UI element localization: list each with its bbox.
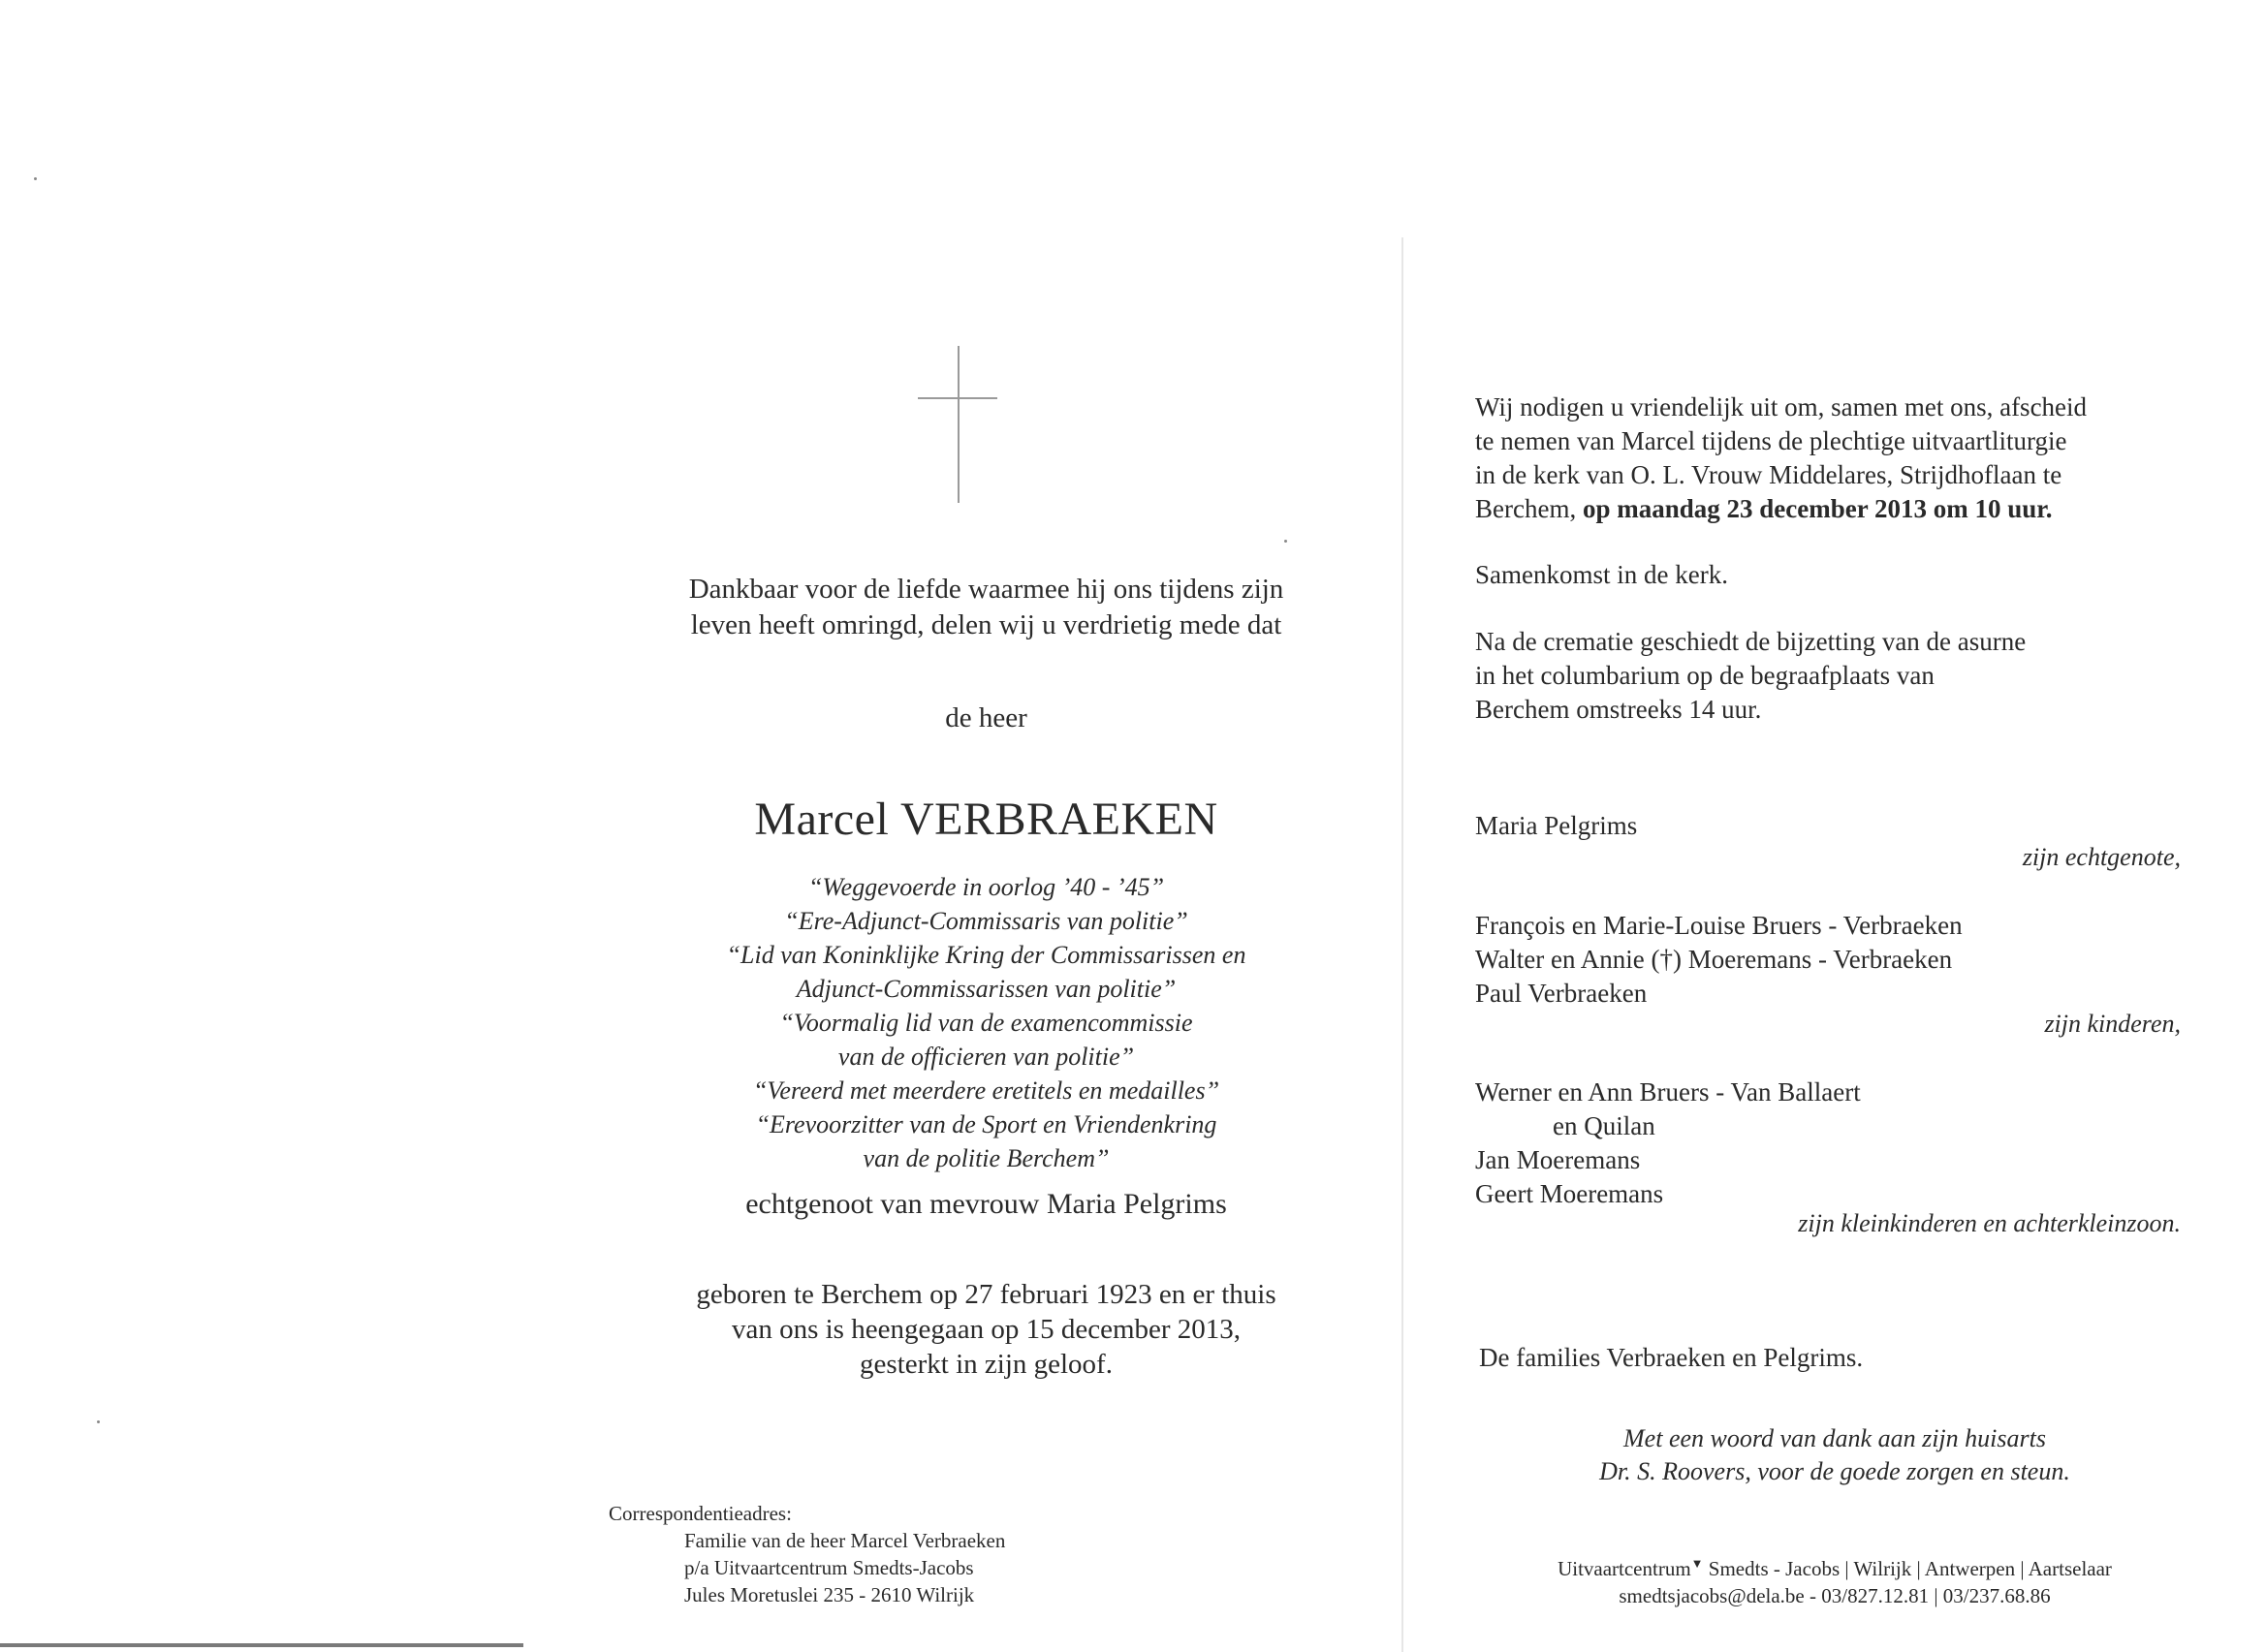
child-name: François en Marie-Louise Bruers - Verbraeken — [1475, 911, 1963, 940]
relation-spouse: zijn echtgenote, — [2022, 843, 2181, 871]
undertaker-name: Uitvaartcentrum — [1558, 1557, 1691, 1580]
thanks-note — [1475, 1422, 2194, 1488]
correspondence-address — [684, 1527, 1005, 1608]
center-fold-line — [1401, 237, 1403, 1652]
title-line: “Voormalig lid van de examencommissie — [779, 1009, 1193, 1037]
birth-line: gesterkt in zijn geloof. — [860, 1349, 1113, 1380]
family-spouse: Maria Pelgrims — [1475, 811, 1638, 840]
grandchild-name: Werner en Ann Bruers - Van Ballaert — [1475, 1077, 1861, 1107]
invitation-line: te nemen van Marcel tijdens de plechtige uitvaartliturgie — [1475, 426, 2067, 455]
thanks-line: Dr. S. Roovers, voor de goede zorgen en steun. — [1599, 1457, 2070, 1485]
title-line: “Vereerd met meerdere eretitels en medailles” — [752, 1076, 1220, 1105]
grandchild-name: Geert Moeremans — [1475, 1179, 1664, 1208]
address-line: Jules Moretuslei 235 - 2610 Wilrijk — [684, 1583, 975, 1606]
correspondence-label: Correspondentieadres: — [609, 1502, 792, 1525]
cremation-line: Na de crematie geschiedt de bijzetting van de asurne — [1475, 627, 2027, 656]
title-line: “Lid van Koninklijke Kring der Commissarissen en — [726, 941, 1246, 969]
undertaker-locations: Smedts - Jacobs | Wilrijk | Antwerpen | Aartselaar — [1708, 1557, 2112, 1580]
scan-edge-shadow — [0, 1643, 523, 1647]
undertaker-contact: smedtsjacobs@dela.be - 03/827.12.81 | 03/237.68.86 — [1619, 1584, 2051, 1607]
honorary-titles — [582, 870, 1391, 1175]
title-line: “Ere-Adjunct-Commissaris van politie” — [784, 907, 1188, 935]
title-line: van de officieren van politie” — [837, 1043, 1135, 1071]
title-line: “Weggevoerde in oorlog ’40 - ’45” — [807, 873, 1165, 901]
cremation-line: in het columbarium op de begraafplaats van — [1475, 661, 1935, 690]
family-children — [1475, 909, 1963, 1011]
grandchild-name: en Quilan — [1553, 1111, 1655, 1140]
title-line: van de politie Berchem” — [863, 1144, 1110, 1172]
invitation-place: Berchem, — [1475, 494, 1583, 523]
birth-line: geboren te Berchem op 27 februari 1923 en er thuis — [696, 1279, 1276, 1310]
undertaker-line — [1475, 1550, 2194, 1582]
paper-speck — [34, 177, 37, 180]
birth-death-text — [582, 1277, 1391, 1382]
funeral-invitation — [1475, 390, 2087, 526]
relation-grandchildren: zijn kleinkinderen en achterkleinzoon. — [1798, 1209, 2181, 1237]
intro-line: leven heeft omringd, delen wij u verdrietig mede dat — [690, 609, 1282, 640]
address-line: p/a Uitvaartcentrum Smedts-Jacobs — [684, 1556, 974, 1579]
gathering-note: Samenkomst in de kerk. — [1475, 560, 1728, 589]
invitation-line: Wij nodigen u vriendelijk uit om, samen met ons, afscheid — [1475, 392, 2088, 421]
title-line: Adjunct-Commissarissen van politie” — [796, 975, 1177, 1003]
child-name: Walter en Annie (†) Moeremans - Verbraeken — [1475, 945, 1953, 974]
relation-children: zijn kinderen, — [2044, 1010, 2181, 1038]
birth-line: van ons is heengegaan op 15 december 2013, — [731, 1314, 1242, 1345]
invitation-line-date — [1475, 492, 2087, 526]
grandchild-name: Jan Moeremans — [1475, 1145, 1641, 1174]
deceased-name: Marcel VERBRAEKEN — [754, 794, 1218, 845]
funeral-date: op maandag 23 december 2013 om 10 uur. — [1582, 494, 2053, 523]
cremation-line: Berchem omstreeks 14 uur. — [1475, 695, 1762, 724]
paper-speck — [97, 1420, 100, 1423]
thanks-line: Met een woord van dank aan zijn huisarts — [1623, 1424, 2046, 1452]
invitation-line: in de kerk van O. L. Vrouw Middelares, Strijdhoflaan te — [1475, 460, 2062, 489]
child-name: Paul Verbraeken — [1475, 979, 1648, 1008]
paper-speck — [1284, 540, 1287, 543]
title-line: “Erevoorzitter van de Sport en Vriendenkring — [755, 1110, 1217, 1138]
salutation: de heer — [945, 702, 1027, 733]
family-grandchildren — [1475, 1075, 1861, 1211]
spouse-line: echtgenoot van mevrouw Maria Pelgrims — [745, 1188, 1227, 1220]
address-line: Familie van de heer Marcel Verbraeken — [684, 1529, 1006, 1552]
intro-line: Dankbaar voor de liefde waarmee hij ons tijdens zijn — [688, 574, 1284, 605]
families-signoff: De families Verbraeken en Pelgrims. — [1479, 1343, 1864, 1372]
undertaker-info — [1475, 1550, 2194, 1609]
triangle-icon: ▼ — [1690, 1556, 1704, 1571]
intro-text — [582, 572, 1391, 643]
cremation-note — [1475, 625, 2026, 727]
